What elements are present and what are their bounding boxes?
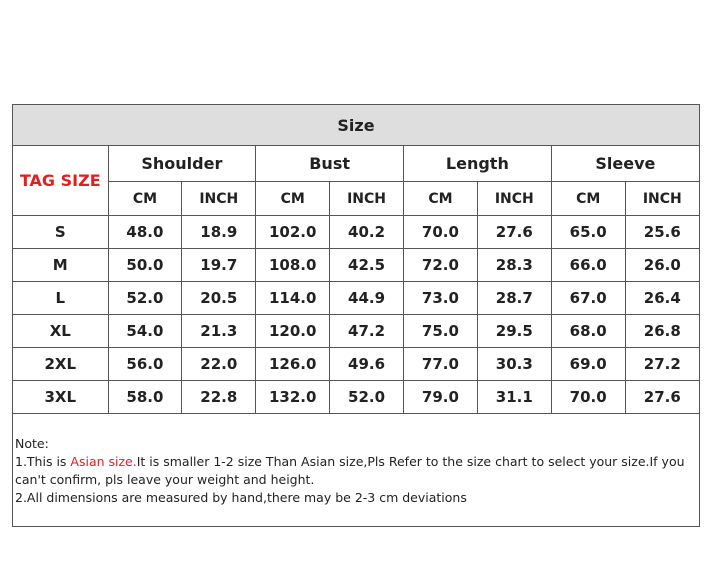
size-label-cell: M xyxy=(13,249,108,282)
measurement-cell: 58.0 xyxy=(108,381,182,414)
unit-header-cell: CM xyxy=(108,182,182,216)
size-chart xyxy=(12,104,700,527)
group-header-row xyxy=(13,146,699,182)
note-line-1-rest: It is smaller 1-2 size Than Asian size,Pls Refer to the size chart to select your size.If you can't confirm, pls leave your weight and height. xyxy=(15,454,685,487)
measurement-cell: 54.0 xyxy=(108,315,182,348)
measurement-cell: 69.0 xyxy=(551,348,625,381)
table-row xyxy=(13,216,699,249)
measurement-cell: 70.0 xyxy=(551,381,625,414)
measurement-cell: 40.2 xyxy=(330,216,404,249)
note-line-2: 2.All dimensions are measured by hand,there may be 2-3 cm deviations xyxy=(15,490,467,505)
measurement-cell: 108.0 xyxy=(256,249,330,282)
notes-section xyxy=(15,435,695,507)
measurement-cell: 20.5 xyxy=(182,282,256,315)
measurement-cell: 79.0 xyxy=(404,381,478,414)
measurement-cell: 114.0 xyxy=(256,282,330,315)
table-row xyxy=(13,315,699,348)
measurement-cell: 47.2 xyxy=(330,315,404,348)
unit-header-cell: INCH xyxy=(477,182,551,216)
measurement-cell: 28.7 xyxy=(477,282,551,315)
measurement-cell: 102.0 xyxy=(256,216,330,249)
note-asian-size-highlight: Asian size. xyxy=(70,454,137,469)
note-line-1-prefix: 1.This is xyxy=(15,454,71,469)
measurement-cell: 120.0 xyxy=(256,315,330,348)
measurement-cell: 42.5 xyxy=(330,249,404,282)
measurement-cell: 132.0 xyxy=(256,381,330,414)
measurement-cell: 65.0 xyxy=(551,216,625,249)
size-label-cell: S xyxy=(13,216,108,249)
measurement-cell: 70.0 xyxy=(404,216,478,249)
tag-size-label: TAG SIZE xyxy=(13,146,108,216)
title-row xyxy=(13,105,699,146)
measurement-cell: 25.6 xyxy=(625,216,699,249)
measurement-cell: 66.0 xyxy=(551,249,625,282)
measurement-cell: 56.0 xyxy=(108,348,182,381)
measurement-cell: 52.0 xyxy=(330,381,404,414)
measurement-cell: 19.7 xyxy=(182,249,256,282)
note-line-1 xyxy=(15,453,695,489)
unit-header-row xyxy=(13,182,699,216)
size-label-cell: XL xyxy=(13,315,108,348)
measurement-cell: 29.5 xyxy=(477,315,551,348)
group-header-sleeve: Sleeve xyxy=(551,146,699,182)
measurement-cell: 27.6 xyxy=(477,216,551,249)
measurement-cell: 68.0 xyxy=(551,315,625,348)
measurement-cell: 18.9 xyxy=(182,216,256,249)
table-row xyxy=(13,282,699,315)
measurement-cell: 75.0 xyxy=(404,315,478,348)
size-table-body xyxy=(13,105,699,414)
measurement-cell: 28.3 xyxy=(477,249,551,282)
table-row xyxy=(13,249,699,282)
table-row xyxy=(13,381,699,414)
group-header-shoulder: Shoulder xyxy=(108,146,256,182)
unit-header-cell: CM xyxy=(551,182,625,216)
size-label-cell: 3XL xyxy=(13,381,108,414)
measurement-cell: 21.3 xyxy=(182,315,256,348)
measurement-cell: 30.3 xyxy=(477,348,551,381)
unit-header-cell: INCH xyxy=(330,182,404,216)
unit-header-cell: CM xyxy=(256,182,330,216)
measurement-cell: 50.0 xyxy=(108,249,182,282)
size-label-cell: L xyxy=(13,282,108,315)
table-title: Size xyxy=(13,105,699,146)
measurement-cell: 26.0 xyxy=(625,249,699,282)
measurement-cell: 67.0 xyxy=(551,282,625,315)
measurement-cell: 72.0 xyxy=(404,249,478,282)
unit-header-cell: INCH xyxy=(625,182,699,216)
group-header-length: Length xyxy=(404,146,552,182)
unit-header-cell: INCH xyxy=(182,182,256,216)
measurement-cell: 26.8 xyxy=(625,315,699,348)
measurement-cell: 49.6 xyxy=(330,348,404,381)
size-table xyxy=(13,105,699,414)
measurement-cell: 26.4 xyxy=(625,282,699,315)
measurement-cell: 31.1 xyxy=(477,381,551,414)
measurement-cell: 126.0 xyxy=(256,348,330,381)
measurement-cell: 77.0 xyxy=(404,348,478,381)
measurement-cell: 48.0 xyxy=(108,216,182,249)
measurement-cell: 22.0 xyxy=(182,348,256,381)
note-heading: Note: xyxy=(15,436,49,451)
size-label-cell: 2XL xyxy=(13,348,108,381)
measurement-cell: 52.0 xyxy=(108,282,182,315)
group-header-bust: Bust xyxy=(256,146,404,182)
measurement-cell: 27.2 xyxy=(625,348,699,381)
measurement-cell: 73.0 xyxy=(404,282,478,315)
measurement-cell: 22.8 xyxy=(182,381,256,414)
unit-header-cell: CM xyxy=(404,182,478,216)
table-row xyxy=(13,348,699,381)
measurement-cell: 27.6 xyxy=(625,381,699,414)
measurement-cell: 44.9 xyxy=(330,282,404,315)
